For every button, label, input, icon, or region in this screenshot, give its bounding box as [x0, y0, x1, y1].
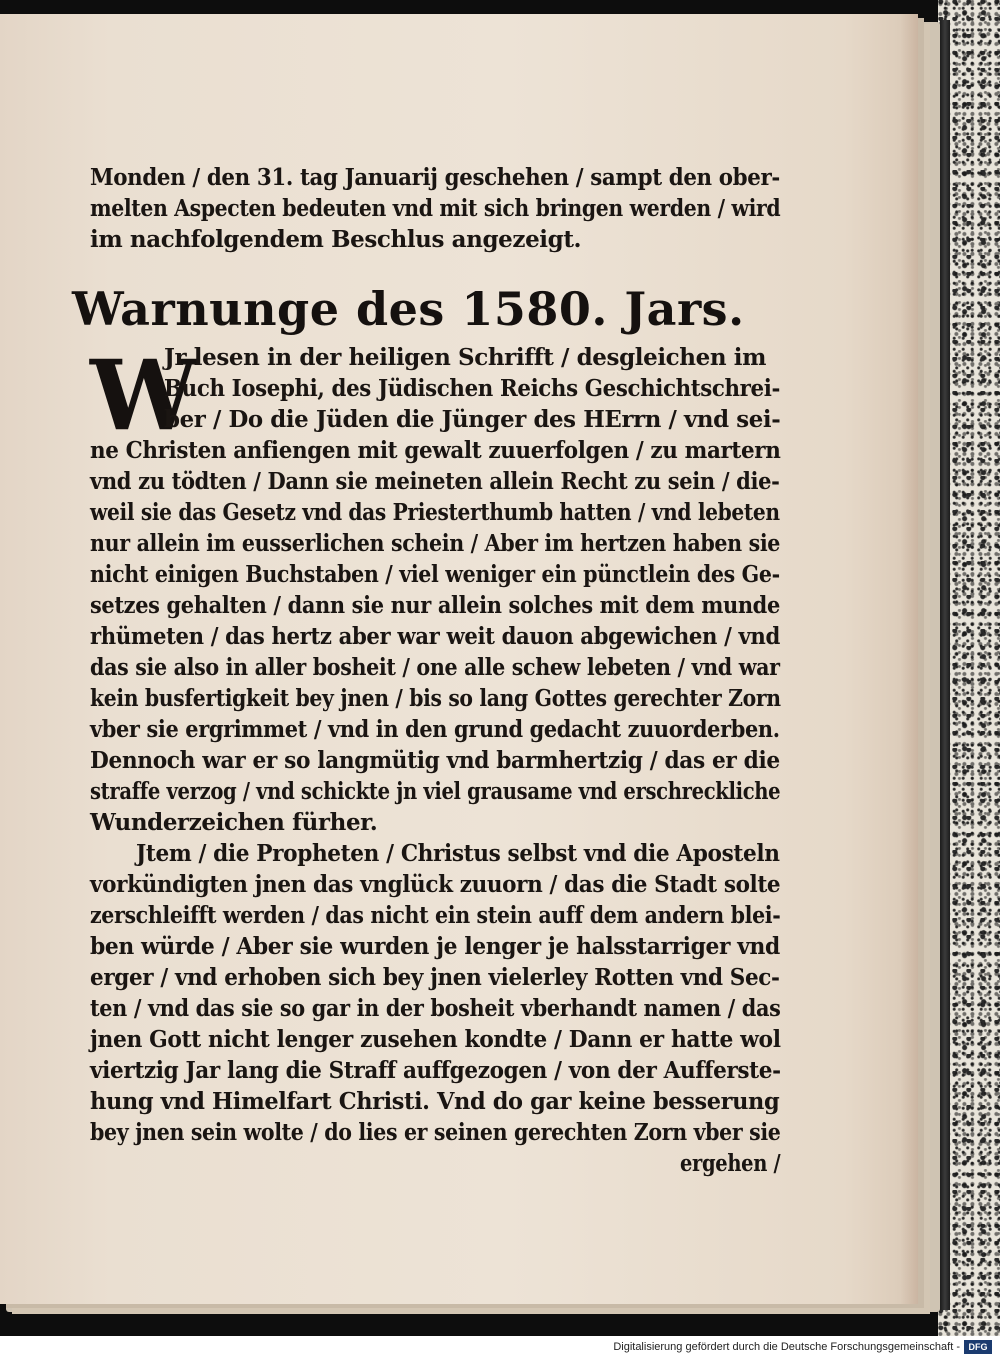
- text-line: ten / vnd das sie so gar in der bosheit vberhandt namen / das: [90, 995, 781, 1022]
- text-line: bey jnen sein wolte / do lies er seinen gerechten Zorn vber sie: [90, 1119, 781, 1146]
- text-line: straffe verzog / vnd schickte jn viel grausame vnd erschreckliche: [90, 778, 781, 805]
- text-line: vorkündigten jnen das vnglück zuuorn / das die Stadt solte: [90, 871, 781, 898]
- text-line: Jtem / die Propheten / Christus selbst vnd die Aposteln: [136, 840, 780, 867]
- text-line: ben würde / Aber sie wurden je lenger je halsstarriger vnd: [90, 933, 780, 960]
- text-line: ber / Do die Jüden die Jünger des HErrn / vnd sei-: [164, 406, 781, 433]
- text-line: Wunderzeichen fürher.: [90, 809, 378, 836]
- footer-credit: Digitalisierung gefördert durch die Deutsche Forschungsgemeinschaft -: [613, 1341, 960, 1353]
- text-line: erger / vnd erhoben sich bey jnen vielerley Rotten vnd Sec-: [90, 964, 780, 991]
- text-line: Monden / den 31. tag Januarij geschehen / sampt den ober-: [90, 164, 780, 191]
- text-line: kein busfertigkeit bey jnen / bis so lang Gottes gerechter Zorn: [90, 685, 781, 712]
- dfg-logo[interactable]: DFG: [964, 1340, 992, 1354]
- section-heading: Warnunge des 1580. Jars.: [72, 282, 745, 336]
- text-line: weil sie das Gesetz vnd das Priesterthumb hatten / vnd lebeten: [90, 499, 780, 526]
- text-line: Buch Iosephi, des Jüdischen Reichs Geschichtschrei-: [164, 375, 781, 402]
- text-line: viertzig Jar lang die Straff auffgezogen / von der Aufferste-: [90, 1057, 781, 1084]
- catchword: ergehen /: [680, 1150, 781, 1177]
- text-line: nur allein im eusserlichen schein / Aber im hertzen haben sie: [90, 530, 781, 557]
- text-line: Dennoch war er so langmütig vnd barmhertzig / das er die: [90, 747, 780, 774]
- text-line: nicht einigen Buchstaben / viel weniger ein pünctlein des Ge-: [90, 561, 780, 588]
- text-line: zerschleifft werden / das nicht ein stein auff dem andern blei-: [90, 902, 781, 929]
- book-page: [0, 14, 918, 1304]
- text-line: jnen Gott nicht lenger zusehen kondte / Dann er hatte wol: [90, 1026, 781, 1053]
- text-line: melten Aspecten bedeuten vnd mit sich bringen werden / wird: [90, 195, 781, 222]
- text-line: vnd zu tödten / Dann sie meineten allein Recht zu sein / die-: [90, 468, 780, 495]
- text-line: im nachfolgendem Beschlus angezeigt.: [90, 226, 582, 253]
- drop-cap: W: [90, 339, 198, 452]
- footer-bar: [0, 1336, 1000, 1359]
- text-line: vber sie ergrimmet / vnd in den grund gedacht zuuorderben.: [90, 716, 780, 743]
- text-line: setzes gehalten / dann sie nur allein solches mit dem munde: [90, 592, 780, 619]
- text-line: ne Christen anfiengen mit gewalt zuuerfolgen / zu martern: [90, 437, 781, 464]
- text-line: rhümeten / das hertz aber war weit dauon abgewichen / vnd: [90, 623, 780, 650]
- text-line: hung vnd Himelfart Christi. Vnd do gar keine besserung: [90, 1088, 780, 1115]
- book-binding: [940, 20, 950, 1310]
- text-line: das sie also in aller bosheit / one alle schew lebeten / vnd war: [90, 654, 780, 681]
- text-line: Jr lesen in der heiligen Schrifft / desgleichen im: [164, 344, 767, 371]
